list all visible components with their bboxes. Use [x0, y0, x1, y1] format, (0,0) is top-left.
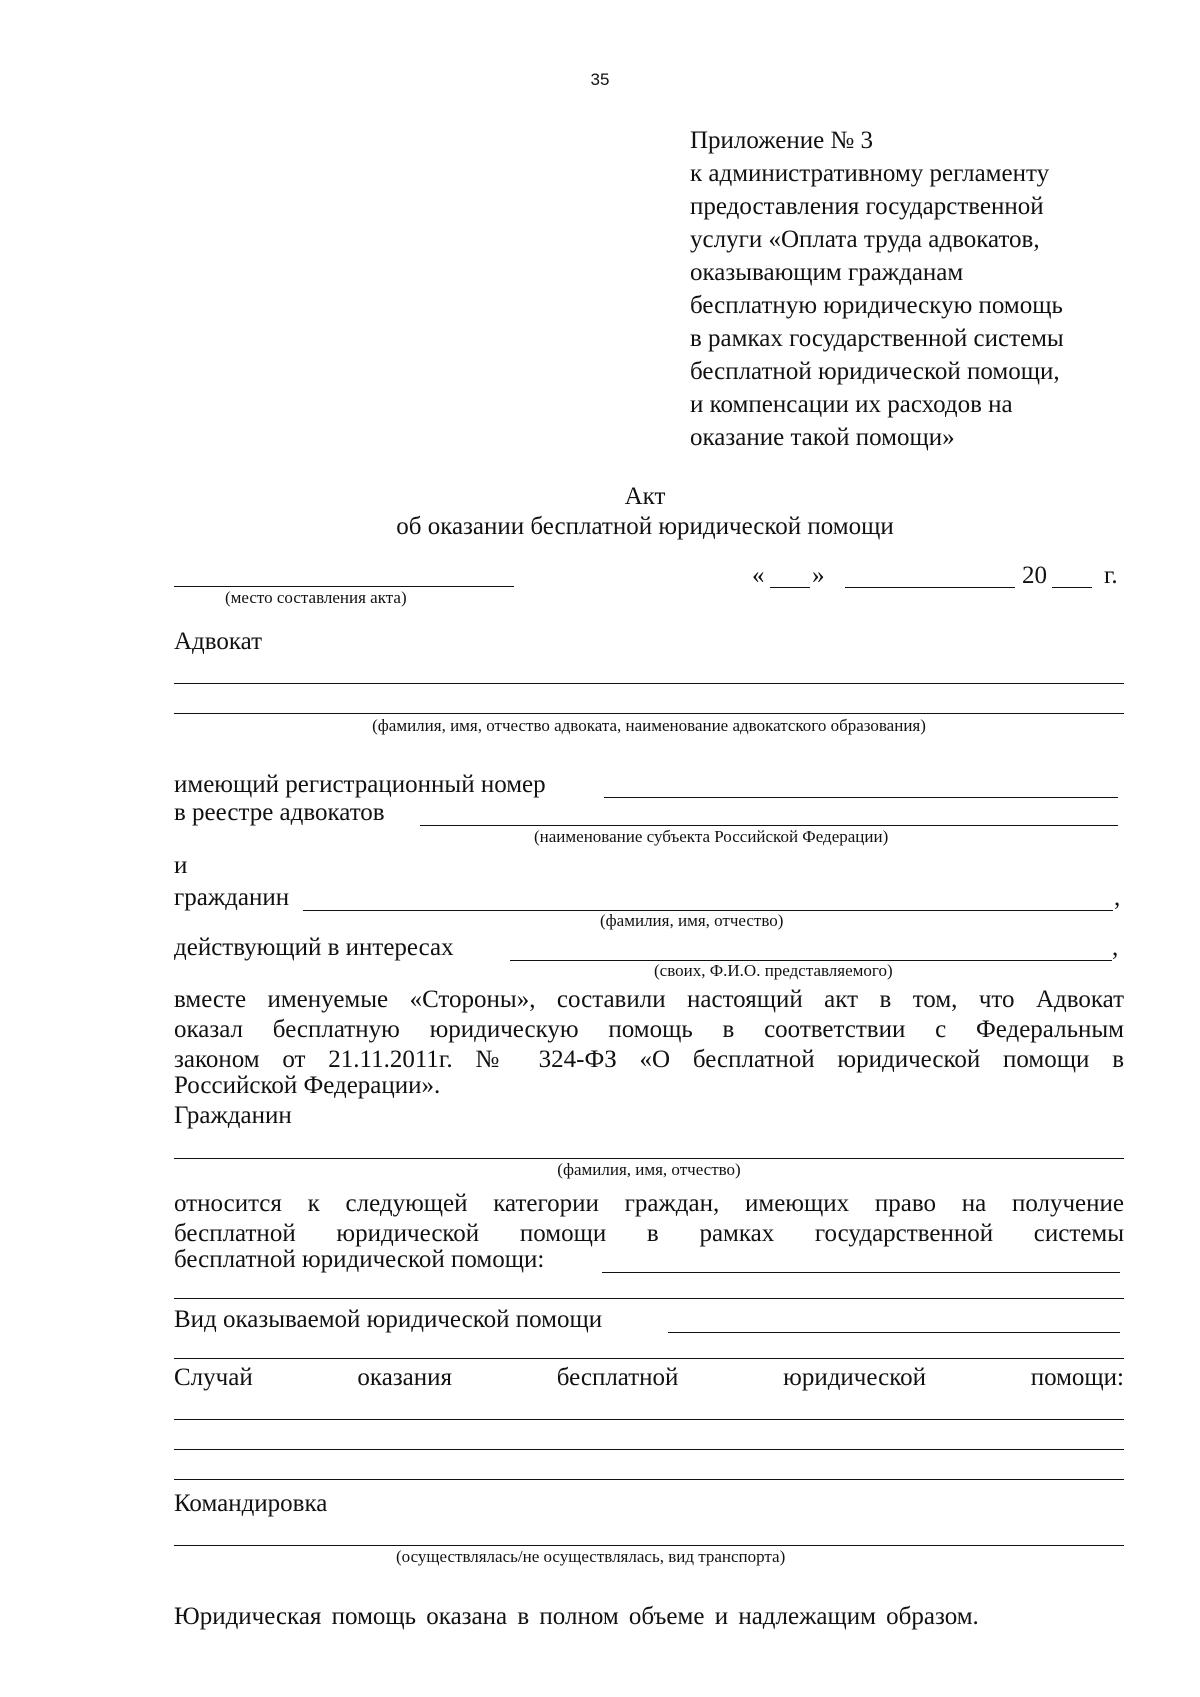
place-caption: (место составления акта): [225, 588, 407, 607]
page-number: 35: [590, 70, 610, 89]
registry-caption: (наименование субъекта Российской Федерации): [534, 827, 889, 846]
case-field-line-2[interactable]: [174, 1449, 1124, 1450]
body-line: вместе именуемые «Стороны», составили настоящий акт в том, что Адвокат: [174, 986, 1124, 1013]
annex-line: к административному регламенту: [690, 160, 1050, 187]
annex-header: [690, 124, 1064, 454]
registration-label: имеющий регистрационный номер: [174, 771, 546, 798]
year-prefix: 20: [1022, 562, 1047, 589]
document-title: Акт: [624, 483, 666, 510]
registry-field-line[interactable]: [420, 825, 1118, 826]
case-word: юридической: [783, 1364, 926, 1391]
date-close-quote: »: [812, 562, 825, 589]
category-field-line-2[interactable]: [174, 1298, 1124, 1299]
category-field-line-1[interactable]: [602, 1272, 1120, 1273]
annex-line: услуги «Оплата труда адвокатов,: [690, 226, 1040, 253]
advocate-field-line-2[interactable]: [174, 713, 1124, 714]
annex-line: бесплатной юридической помощи,: [690, 358, 1060, 385]
trip-label: Командировка: [174, 1490, 328, 1517]
citizen2-label: Гражданин: [174, 1102, 292, 1129]
trip-caption: (осуществлялась/не осуществлялась, вид транспорта): [396, 1547, 786, 1566]
case-field-line-1[interactable]: [174, 1419, 1124, 1420]
trip-field-line[interactable]: [174, 1545, 1124, 1546]
category-line: относится к следующей категории граждан, имеющих право на получение: [174, 1190, 1124, 1217]
body-line: Российской Федерации».: [174, 1072, 441, 1099]
and-label: и: [174, 852, 188, 879]
annex-line: оказание такой помощи»: [690, 424, 955, 451]
citizen-caption: (фамилия, имя, отчество): [600, 911, 784, 930]
advocate-caption: (фамилия, имя, отчество адвоката, наименование адвокатского образования): [372, 716, 926, 735]
acting-caption: (своих, Ф.И.О. представляемого): [654, 961, 893, 980]
help-type-field-line-2[interactable]: [174, 1358, 1124, 1359]
advocate-field-line-1[interactable]: [174, 683, 1124, 684]
case-word: бесплатной: [556, 1364, 679, 1391]
case-field-line-3[interactable]: [174, 1479, 1124, 1480]
annex-line: в рамках государственной системы: [690, 325, 1064, 352]
help-type-field-line-1[interactable]: [668, 1332, 1120, 1333]
case-word: Случай: [174, 1364, 253, 1391]
annex-line: Приложение № 3: [690, 127, 874, 154]
help-type-label: Вид оказываемой юридической помощи: [174, 1306, 603, 1333]
annex-line: бесплатную юридическую помощь: [690, 292, 1063, 319]
annex-line: предоставления государственной: [690, 193, 1044, 220]
acting-label: действующий в интересах: [174, 934, 454, 961]
case-word: помощи:: [1030, 1364, 1124, 1391]
body-line: законом от 21.11.2011г. № 324-ФЗ «О бесплатной юридической помощи в: [174, 1046, 1124, 1073]
citizen-comma: ,: [1114, 884, 1121, 911]
advocate-label: Адвокат: [174, 628, 263, 655]
month-field-line[interactable]: [845, 587, 1015, 588]
day-field-line[interactable]: [770, 587, 810, 588]
year-field-line[interactable]: [1052, 587, 1092, 588]
conclusion-text: Юридическая помощь оказана в полном объеме и надлежащим образом.: [174, 1603, 979, 1630]
citizen-label: гражданин: [174, 884, 290, 911]
body-line: оказал бесплатную юридическую помощь в соответствии с Федеральным: [174, 1016, 1124, 1043]
category-line: бесплатной юридической помощи в рамках государственной системы: [174, 1220, 1124, 1247]
annex-line: и компенсации их расходов на: [690, 391, 1013, 418]
registration-field-line[interactable]: [604, 797, 1118, 798]
acting-comma: ,: [1112, 934, 1119, 961]
year-suffix: г.: [1104, 562, 1118, 589]
case-row: [174, 1364, 1124, 1392]
registry-label: в реестре адвокатов: [174, 799, 385, 826]
citizen2-caption: (фамилия, имя, отчество): [557, 1160, 741, 1179]
place-field-line[interactable]: [174, 586, 514, 587]
date-open-quote: «: [752, 562, 765, 589]
citizen2-field-line[interactable]: [174, 1158, 1124, 1159]
annex-line: оказывающим гражданам: [690, 259, 964, 286]
document-subtitle: об оказании бесплатной юридической помощи: [396, 513, 894, 540]
case-word: оказания: [357, 1364, 453, 1391]
category-line: бесплатной юридической помощи:: [174, 1246, 545, 1273]
